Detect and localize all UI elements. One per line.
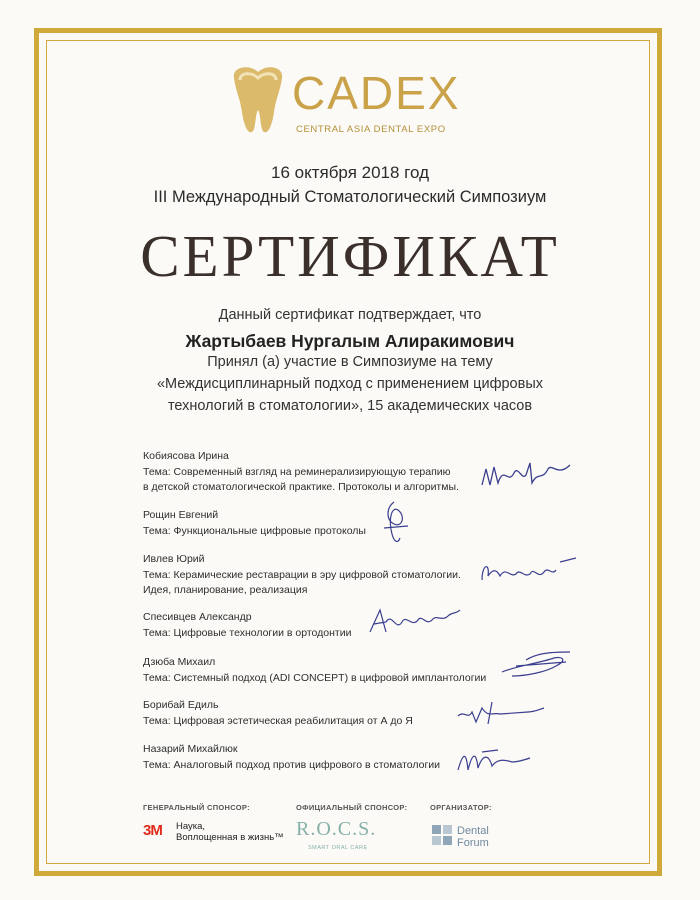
speaker-block bbox=[143, 655, 486, 686]
speaker-block bbox=[143, 698, 413, 729]
signature-image bbox=[366, 602, 462, 640]
speaker-topic-line: Тема: Цифровая эстетическая реабилитация от А до Я bbox=[143, 714, 413, 727]
speaker-block bbox=[143, 449, 459, 496]
symposium-name: III Международный Стоматологический Симпозиум bbox=[153, 188, 547, 206]
recipient-name: Жартыбаев Нургалым Алиракимович bbox=[185, 331, 515, 351]
speaker-topic-line: Идея, планирование, реализация bbox=[143, 584, 308, 596]
speaker-topic-line: Тема: Керамические реставрации в эру цифровой стоматологии. bbox=[143, 568, 461, 581]
dental-forum-icon bbox=[430, 823, 454, 847]
speaker-name: Рощин Евгений bbox=[143, 509, 219, 521]
3m-slogan-line: Воплощенная в жизнь™ bbox=[176, 832, 284, 843]
dental-forum-logo bbox=[457, 825, 489, 849]
topic-line-2: технологий в стоматологии», 15 академических часов bbox=[167, 398, 533, 414]
speaker-name: Борибай Едиль bbox=[143, 699, 219, 711]
3m-logo: 3M bbox=[143, 822, 162, 839]
speaker-topic-line: Тема: Функциональные цифровые протоколы bbox=[143, 524, 366, 537]
rocs-tagline: SMART ORAL CARE bbox=[308, 845, 368, 851]
rocs-logo: R.O.C.S. bbox=[296, 818, 377, 840]
certificate-title: СЕРТИФИКАТ bbox=[140, 223, 560, 289]
general-sponsor-label: ГЕНЕРАЛЬНЫЙ СПОНСОР: bbox=[143, 803, 250, 812]
speaker-block bbox=[143, 610, 351, 641]
official-sponsor-label: ОФИЦИАЛЬНЫЙ СПОНСОР: bbox=[296, 803, 408, 812]
speaker-block bbox=[143, 508, 366, 539]
dental-forum-line: Dental bbox=[457, 825, 489, 837]
participation-text: Принял (а) участие в Симпозиуме на тему bbox=[207, 354, 493, 370]
3m-slogan-line: Наука, bbox=[176, 821, 206, 832]
signature-image bbox=[478, 455, 574, 495]
cadex-logo bbox=[222, 64, 482, 144]
speaker-topic-line: Тема: Современный взгляд на реминерализирующую терапию bbox=[143, 465, 451, 478]
signature-image bbox=[452, 696, 548, 730]
dental-forum-line: Forum bbox=[457, 837, 489, 849]
speaker-name: Кобиясова Ирина bbox=[143, 450, 229, 462]
speaker-topic-line: Тема: Аналоговый подход против цифрового в стоматологии bbox=[143, 758, 441, 771]
speaker-block bbox=[143, 742, 440, 773]
organizer-label: ОРГАНИЗАТОР: bbox=[430, 803, 492, 812]
signature-image bbox=[452, 740, 532, 776]
speaker-topic-line: в детской стоматологической практике. Протоколы и алгоритмы. bbox=[143, 481, 459, 493]
speaker-topic-line: Тема: Цифровые технологии в ортодонтии bbox=[143, 626, 352, 639]
speaker-name: Спесивцев Александр bbox=[143, 611, 252, 623]
signature-image bbox=[478, 552, 578, 588]
speaker-name: Назарий Михайлюк bbox=[143, 743, 238, 755]
tooth-icon bbox=[228, 64, 288, 136]
speaker-name: Дзюба Михаил bbox=[143, 656, 216, 668]
logo-subtitle: CENTRAL ASIA DENTAL EXPO bbox=[296, 124, 446, 135]
logo-wordmark: CADEX bbox=[292, 67, 461, 119]
signature-image bbox=[378, 498, 414, 548]
signature-image bbox=[496, 646, 576, 682]
topic-line-1: «Междисциплинарный подход с применением цифровых bbox=[156, 376, 543, 392]
speaker-block bbox=[143, 552, 461, 599]
speaker-name: Ивлев Юрий bbox=[143, 553, 205, 565]
event-date: 16 октября 2018 год bbox=[270, 163, 429, 182]
confirm-text: Данный сертификат подтверждает, что bbox=[218, 307, 482, 323]
speaker-topic-line: Тема: Системный подход (ADI CONCEPT) в цифровой имплантологии bbox=[143, 671, 487, 684]
3m-slogan bbox=[176, 821, 284, 843]
